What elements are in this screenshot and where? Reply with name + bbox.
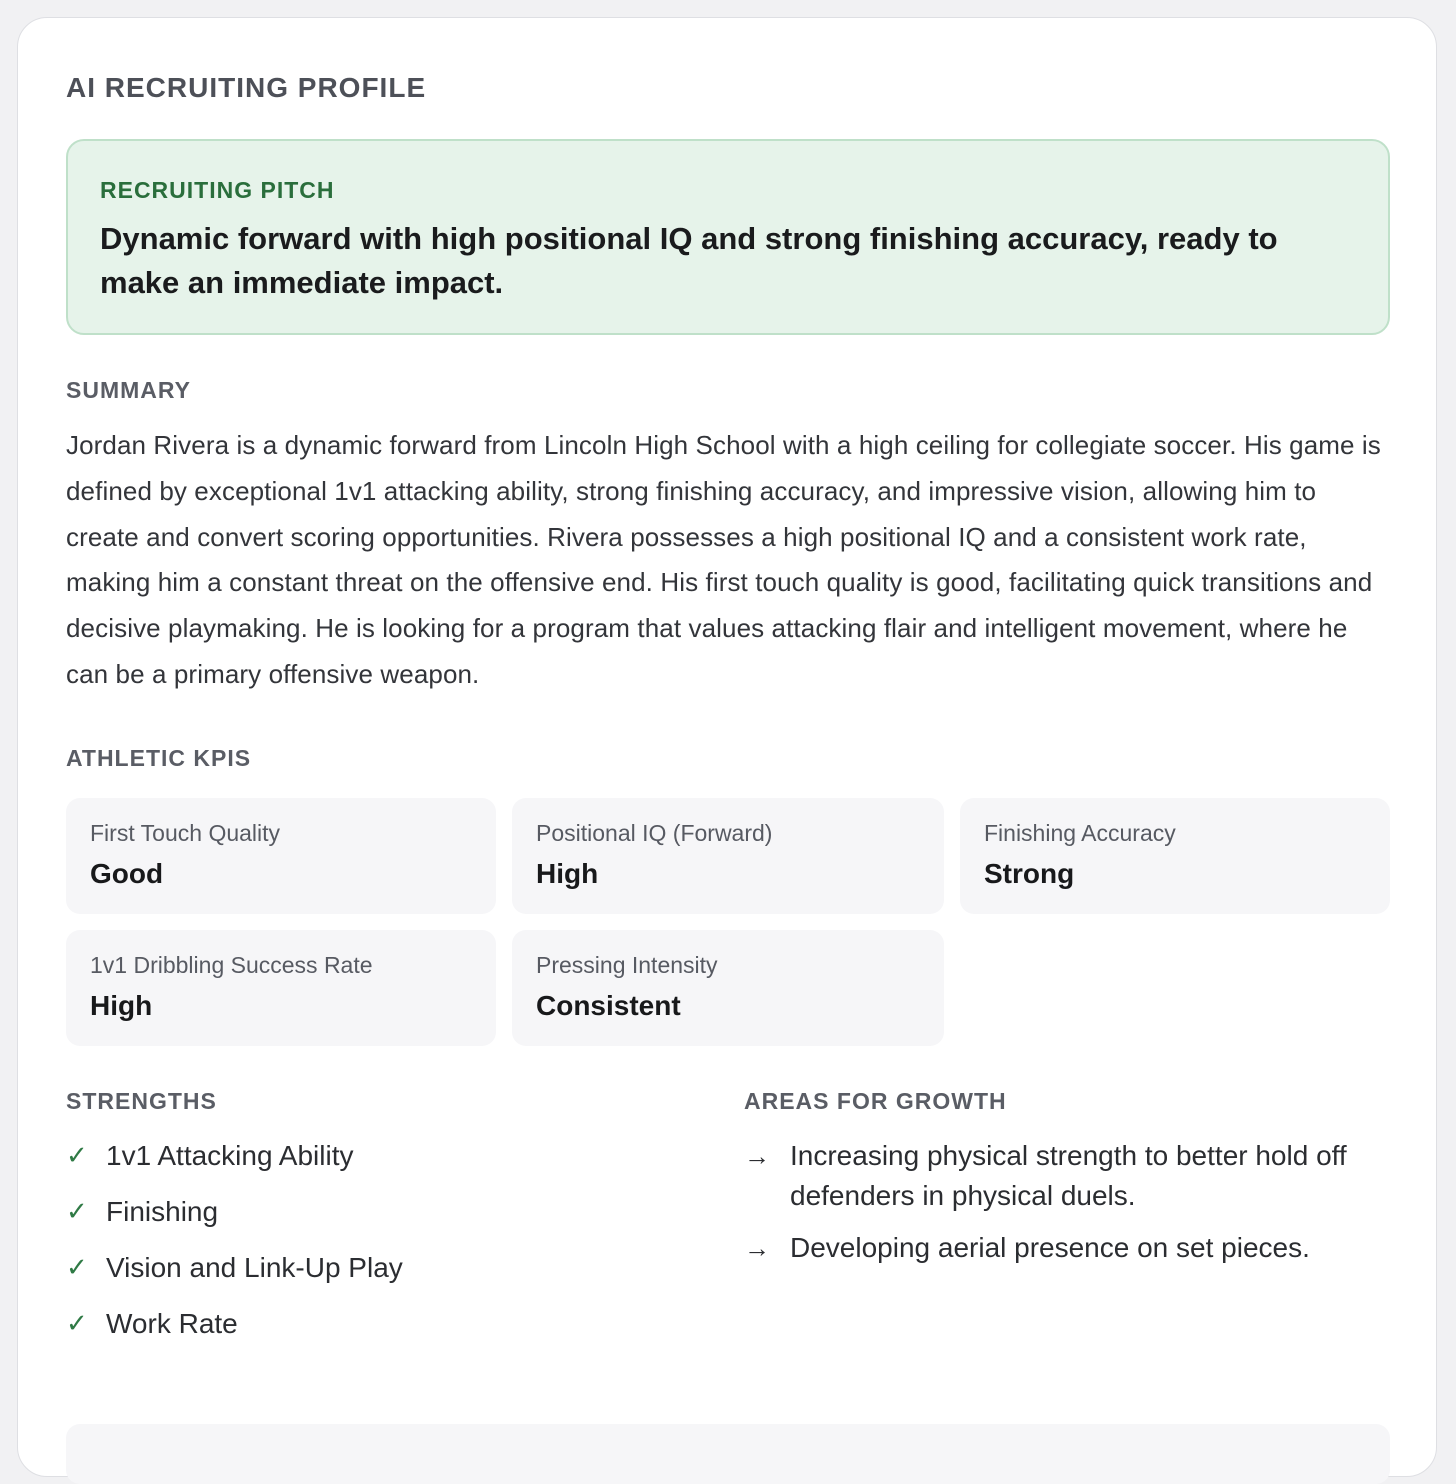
kpi-name: Positional IQ (Forward) [536,819,773,846]
kpi-section-label: ATHLETIC KPIS [66,744,252,771]
kpi-card [66,798,496,914]
summary-label: SUMMARY [66,377,191,403]
arrow-right-icon: → [744,1232,770,1263]
kpi-value: High [536,857,599,889]
kpi-name: 1v1 Dribbling Success Rate [90,951,373,978]
list-item [66,1136,744,1176]
pitch-text: Dynamic forward with high positional IQ and strong finishing accuracy, ready to make an immediate impact. [100,221,1278,300]
kpi-name: Finishing Accuracy [984,819,1176,846]
summary-text: Jordan Rivera is a dynamic forward from Lincoln High School with a high ceiling for collegiate soccer. His game is defined by exceptional 1v1 attacking ability, strong finishing accuracy, and impressive vision, allowing him to create and convert scoring opportunities. Rivera possesses a high positional IQ and a consistent work rate, making him a constant threat on the offensive end. His first touch quality is good, facilitating quick transitions and decisive playmaking. He is looking for a program that values attacking flair and intelligent movement, where he can be a primary offensive weapon. [66,430,1381,689]
kpi-name: First Touch Quality [90,819,281,846]
list-item [66,1192,744,1232]
check-icon: ✓ [66,1308,88,1339]
growth-label: AREAS FOR GROWTH [744,1087,1007,1114]
recruiting-pitch-box [66,139,1390,335]
check-icon: ✓ [66,1196,88,1227]
kpi-name: Pressing Intensity [536,951,718,978]
strength-text: Vision and Link-Up Play [106,1251,403,1283]
pitch-label: RECRUITING PITCH [100,177,335,203]
card-content [66,68,1390,1360]
kpi-value: Consistent [536,989,681,1021]
list-item [744,1228,1390,1268]
next-section-panel [66,1424,1390,1484]
list-item [66,1304,744,1344]
kpi-value: High [90,989,153,1021]
kpi-grid [66,798,1390,1046]
profile-title: AI RECRUITING PROFILE [66,72,427,103]
strength-text: 1v1 Attacking Ability [106,1139,354,1171]
arrow-right-icon: → [744,1140,770,1171]
list-item [66,1248,744,1288]
strengths-growth-section [66,1084,1390,1360]
kpi-card [512,798,944,914]
growth-text: Developing aerial presence on set pieces. [790,1231,1310,1263]
strength-text: Work Rate [106,1307,238,1339]
strengths-list [66,1136,744,1344]
check-icon: ✓ [66,1140,88,1171]
strengths-label: STRENGTHS [66,1087,217,1114]
kpi-value: Good [90,857,164,889]
strength-text: Finishing [106,1195,219,1227]
growth-text: Increasing physical strength to better hold off defenders in physical duels. [790,1139,1347,1211]
kpi-card [960,798,1390,914]
kpi-value: Strong [984,857,1075,889]
growth-column [744,1084,1390,1360]
kpi-card [512,930,944,1046]
growth-list [744,1136,1390,1268]
kpi-card [66,930,496,1046]
list-item [744,1136,1390,1216]
recruiting-profile-card [17,17,1437,1477]
check-icon: ✓ [66,1252,88,1283]
strengths-column [66,1084,744,1360]
